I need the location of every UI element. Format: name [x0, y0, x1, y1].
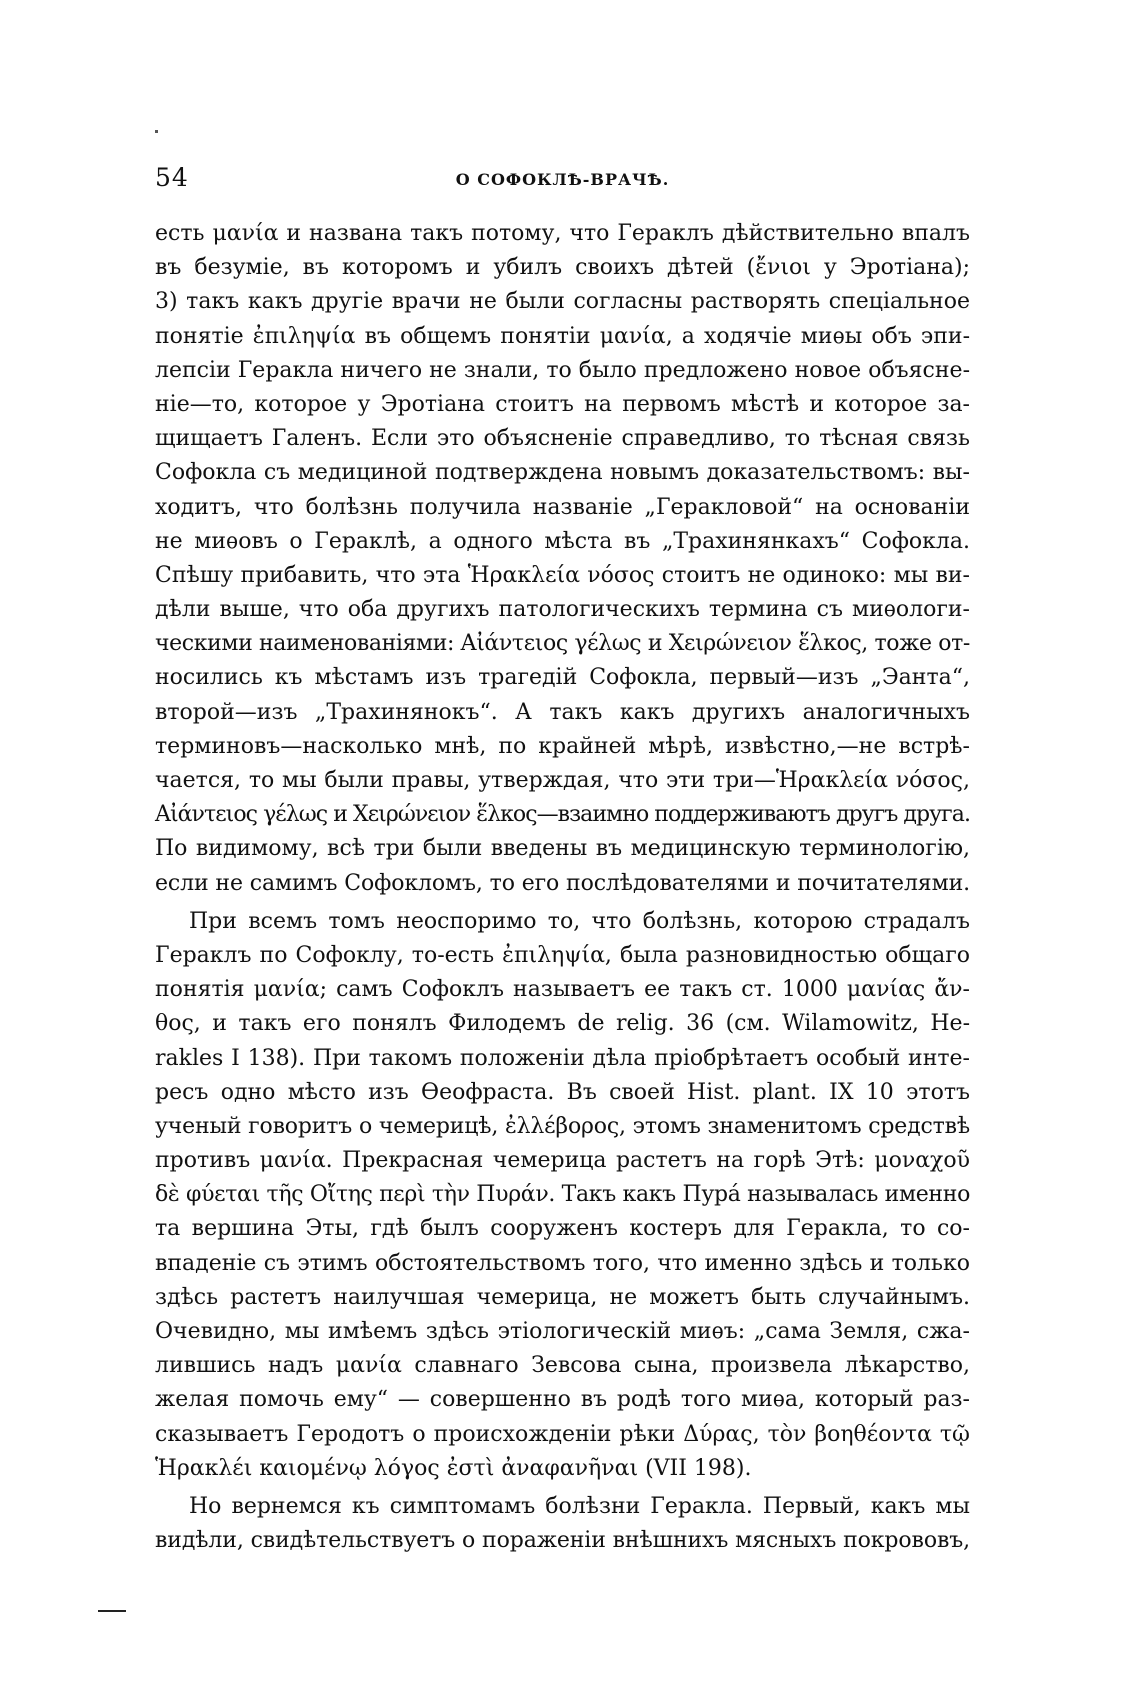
text-line: желая помочь ему“ — совершенно въ родѣ того миѳа, который раз- — [155, 1387, 970, 1413]
text-line: ходитъ, что болѣзнь получила названіе „Геракловой“ на основаніи — [155, 494, 970, 520]
text-line: ученый говоритъ о чемерицѣ, ἐλλέβορος, этомъ знаменитомъ средствѣ — [155, 1113, 970, 1139]
text-line: 3) такъ какъ другіе врачи не были согласны растворять спеціальное — [155, 289, 970, 315]
text-line: носились къ мѣстамъ изъ трагедій Софокла, первый—изъ „Эанта“, — [155, 665, 970, 691]
page-number: 54 — [155, 163, 189, 192]
text-line: не миѳовъ о Гераклѣ, а одного мѣста въ „Трахинянкахъ“ Софокла. — [155, 528, 970, 554]
text-line: сказываетъ Геродотъ о происхожденіи рѣки Δύρας, τὸν βοηθέοντα τῷ — [155, 1421, 970, 1447]
text-line: Очевидно, мы имѣемъ здѣсь этіологическій миѳъ: „сама Земля, сжа- — [155, 1319, 970, 1344]
text-line: Но вернемся къ симптомамъ болѣзни Геракла. Первый, какъ мы — [189, 1493, 970, 1519]
text-line: та вершина Эты, гдѣ былъ сооруженъ костеръ для Геракла, то со- — [155, 1216, 970, 1242]
text-line: въ безуміе, въ которомъ и убилъ своихъ дѣтей (ἔνιοι у Эротіана); — [155, 255, 970, 281]
body-text — [155, 217, 970, 1558]
text-line: Софокла съ медициной подтверждена новымъ доказательствомъ: вы- — [155, 460, 970, 486]
page-header — [155, 160, 970, 196]
text-line: θος, и такъ его понялъ Филодемъ de relig. 36 (см. Wilamowitz, He- — [155, 1011, 970, 1037]
text-line: понятіе ἐπιληψία въ общемъ понятіи μανία, а ходячіе миѳы объ эпи- — [155, 323, 970, 349]
paragraph — [155, 217, 970, 901]
text-line: щищаетъ Галенъ. Если это объясненіе справедливо, то тѣсная связь — [155, 426, 970, 452]
text-line: впаденіе съ этимъ обстоятельствомъ того, что именно здѣсь и только — [155, 1250, 970, 1276]
running-title: О СОФОКЛѢ-ВРАЧѢ. — [455, 170, 670, 189]
text-line: ніе—то, которое у Эротіана стоитъ на первомъ мѣстѣ и которое за- — [155, 391, 970, 417]
paragraph — [155, 905, 970, 1486]
text-line: Гераклъ по Софоклу, то-есть ἐπιληψία, была разновидностью общаго — [155, 942, 970, 968]
text-line: чается, то мы были правы, утверждая, что эти три—Ἡρακλεία νόσος, — [155, 768, 970, 793]
text-line: если не самимъ Софокломъ, то его послѣдователями и почитателями. — [155, 870, 970, 896]
text-line: противъ μανία. Прекрасная чемерица растетъ на горѣ Этѣ: μοναχοῦ — [155, 1148, 970, 1174]
printer-mark — [155, 130, 158, 133]
text-line: есть μανία и названа такъ потому, что Гераклъ дѣйствительно впалъ — [155, 221, 970, 246]
text-line: При всемъ томъ неоспоримо то, что болѣзнь, которою страдалъ — [189, 908, 970, 934]
text-line: здѣсь растетъ наилучшая чемерица, не можетъ быть случайнымъ. — [155, 1284, 970, 1310]
text-line: ческими наименованіями: Αἰάντειος γέλως и Χειρώνειον ἕλκος, тоже от- — [155, 631, 970, 657]
text-line: терминовъ—насколько мнѣ, по крайней мѣрѣ, извѣстно,—не встрѣ- — [155, 733, 970, 759]
text-line: видѣли, свидѣтельствуетъ о пораженіи внѣшнихъ мясныхъ покрововъ, — [155, 1528, 970, 1554]
text-line: Αἰάντειος γέλως и Χειρώνειον ἕλκος—взаимно поддерживаютъ другъ друга. — [155, 802, 971, 828]
text-line: лепсіи Геракла ничего не знали, то было предложено новое объясне- — [155, 357, 970, 383]
text-line: понятія μανία; самъ Софоклъ называетъ ее такъ ст. 1000 μανίας ἄν- — [155, 977, 970, 1003]
text-line: ресъ одно мѣсто изъ Ѳеофраста. Въ своей Hist. plant. IX 10 этотъ — [155, 1079, 970, 1105]
text-line: второй—изъ „Трахинянокъ“. А такъ какъ другихъ аналогичныхъ — [155, 699, 970, 725]
text-line: лившись надъ μανία славнаго Зевсова сына, произвела лѣкарство, — [155, 1353, 970, 1379]
text-line: По видимому, всѣ три были введены въ медицинскую терминологію, — [155, 836, 970, 862]
text-line: δὲ φύεται τῆς Οἴτης περὶ τὴν Πυράν. Такъ какъ Пурá называлась именно — [155, 1182, 970, 1208]
paragraph — [155, 1490, 970, 1558]
text-line: rakles I 138). При такомъ положеніи дѣла пріобрѣтаетъ особый инте- — [155, 1045, 970, 1071]
text-line: Спѣшу прибавить, что эта Ἡρακλεία νόσος стоитъ не одиноко: мы ви- — [155, 562, 970, 588]
text-line: дѣли выше, что оба другихъ патологическихъ термина съ миѳологи- — [155, 597, 970, 623]
text-line: Ἡρακλέι καιομένῳ λόγος ἐστὶ ἀναφανῆναι (VII 198). — [155, 1455, 752, 1481]
margin-dash — [98, 1610, 126, 1612]
